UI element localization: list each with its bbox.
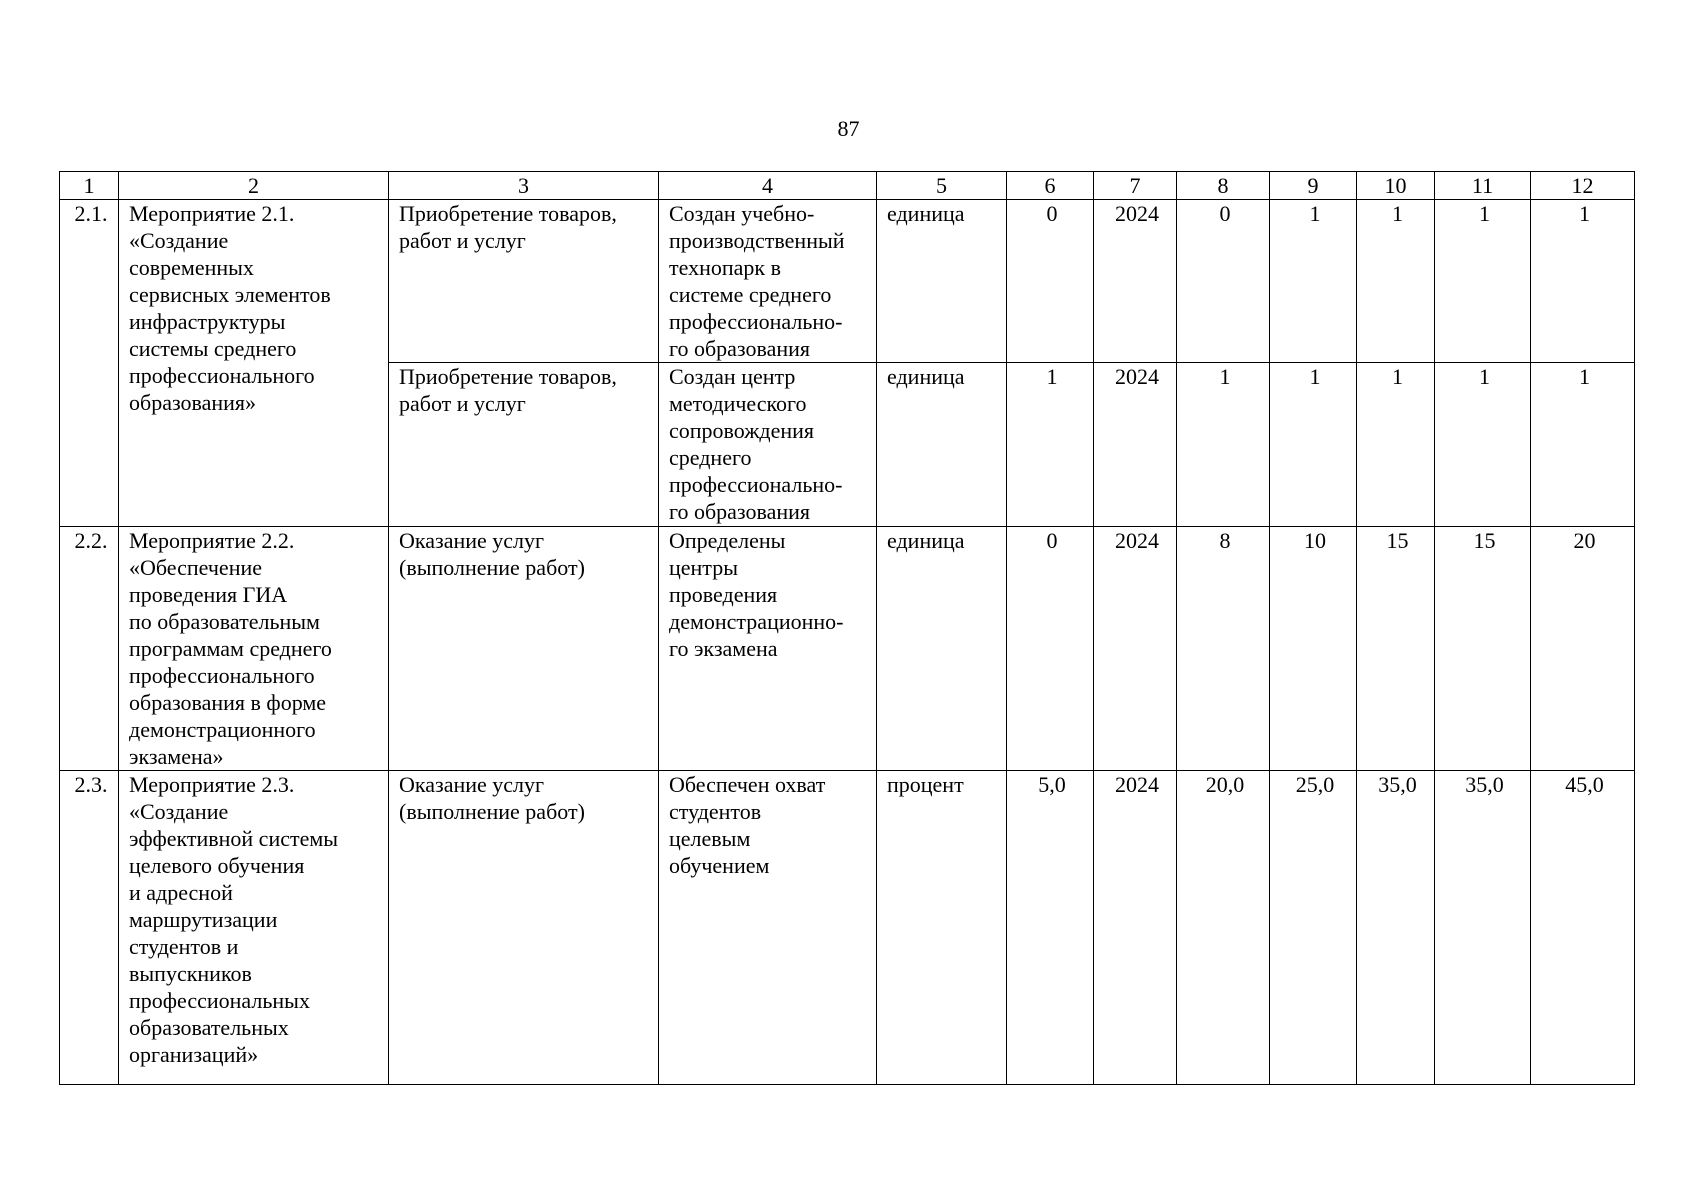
cell-col-7: 2024 (1094, 527, 1177, 771)
event-name: Мероприятие 2.2. «Обеспечение проведения ГИА по образовательным программам среднего профессионального образования в форме демонстрационного экзамена» (119, 527, 389, 771)
unit-of-measure: единица (877, 527, 1007, 771)
cell-col-6: 5,0 (1007, 771, 1094, 1085)
cell-col-11: 1 (1435, 200, 1531, 363)
header-cell-4: 4 (659, 172, 877, 200)
cell-col-12: 45,0 (1531, 771, 1635, 1085)
table-header-row (60, 172, 1635, 200)
cell-col-9: 25,0 (1270, 771, 1357, 1085)
indicators-table (59, 171, 1635, 1085)
event-type: Оказание услуг (выполнение работ) (389, 527, 659, 771)
cell-col-7: 2024 (1094, 363, 1177, 527)
cell-col-9: 1 (1270, 363, 1357, 527)
row-number: 2.2. (60, 527, 119, 771)
row-number: 2.3. (60, 771, 119, 1085)
event-name: Мероприятие 2.1. «Создание современных сервисных элементов инфраструктуры системы среднего профессионального образования» (119, 200, 389, 527)
cell-col-10: 1 (1357, 200, 1435, 363)
cell-col-6: 0 (1007, 200, 1094, 363)
event-result: Обеспечен охват студентов целевым обучением (659, 771, 877, 1085)
row-number: 2.1. (60, 200, 119, 527)
cell-col-11: 15 (1435, 527, 1531, 771)
table-row (60, 200, 1635, 363)
event-result: Определены центры проведения демонстрационно- го экзамена (659, 527, 877, 771)
header-cell-9: 9 (1270, 172, 1357, 200)
unit-of-measure: единица (877, 363, 1007, 527)
header-cell-5: 5 (877, 172, 1007, 200)
unit-of-measure: единица (877, 200, 1007, 363)
cell-col-6: 0 (1007, 527, 1094, 771)
header-cell-3: 3 (389, 172, 659, 200)
cell-col-7: 2024 (1094, 200, 1177, 363)
event-type: Приобретение товаров, работ и услуг (389, 200, 659, 363)
page-number: 87 (837, 116, 860, 141)
event-result: Создан центр методического сопровождения среднего профессионально- го образования (659, 363, 877, 527)
header-cell-2: 2 (119, 172, 389, 200)
cell-col-9: 10 (1270, 527, 1357, 771)
cell-col-8: 8 (1177, 527, 1270, 771)
cell-col-11: 35,0 (1435, 771, 1531, 1085)
unit-of-measure: процент (877, 771, 1007, 1085)
table-row (60, 771, 1635, 1085)
header-cell-7: 7 (1094, 172, 1177, 200)
header-cell-1: 1 (60, 172, 119, 200)
event-type: Приобретение товаров, работ и услуг (389, 363, 659, 527)
cell-col-8: 0 (1177, 200, 1270, 363)
cell-col-8: 20,0 (1177, 771, 1270, 1085)
cell-col-6: 1 (1007, 363, 1094, 527)
cell-col-10: 15 (1357, 527, 1435, 771)
event-name: Мероприятие 2.3. «Создание эффективной системы целевого обучения и адресной маршрутизации студентов и выпускников профессиональных образовательных организаций» (119, 771, 389, 1085)
cell-col-12: 1 (1531, 200, 1635, 363)
header-cell-6: 6 (1007, 172, 1094, 200)
table-row (60, 527, 1635, 771)
cell-col-12: 20 (1531, 527, 1635, 771)
cell-col-10: 1 (1357, 363, 1435, 527)
header-cell-10: 10 (1357, 172, 1435, 200)
header-cell-8: 8 (1177, 172, 1270, 200)
event-result: Создан учебно- производственный технопарк в системе среднего профессионально- го образования (659, 200, 877, 363)
header-cell-12: 12 (1531, 172, 1635, 200)
cell-col-9: 1 (1270, 200, 1357, 363)
cell-col-12: 1 (1531, 363, 1635, 527)
cell-col-7: 2024 (1094, 771, 1177, 1085)
cell-col-11: 1 (1435, 363, 1531, 527)
header-cell-11: 11 (1435, 172, 1531, 200)
cell-col-10: 35,0 (1357, 771, 1435, 1085)
cell-col-8: 1 (1177, 363, 1270, 527)
event-type: Оказание услуг (выполнение работ) (389, 771, 659, 1085)
